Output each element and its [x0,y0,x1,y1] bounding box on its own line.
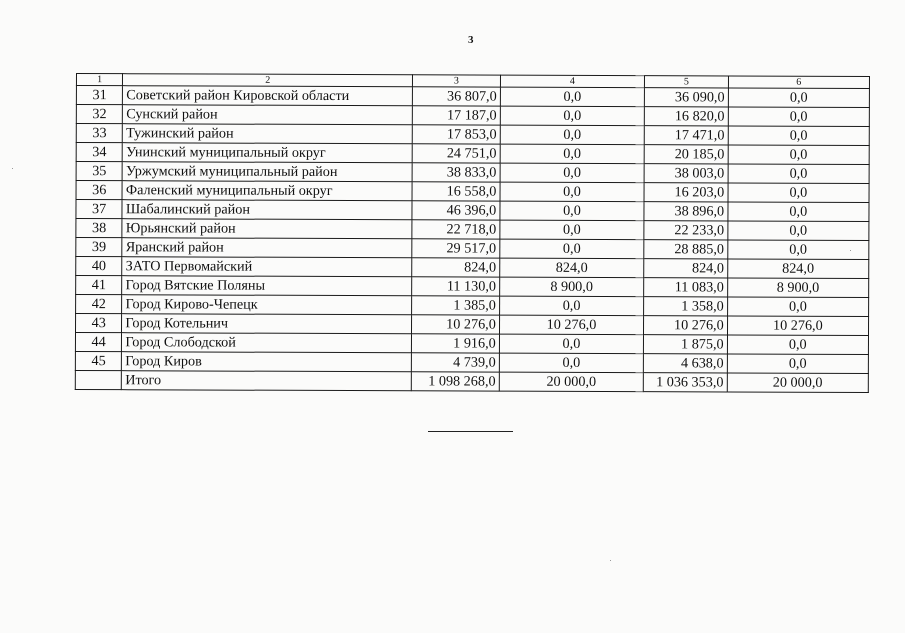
cell-c6: 824,0 [727,259,868,279]
cell-c3: 824,0 [412,258,500,277]
cell-num: 33 [76,124,122,143]
cell-c3: 16 558,0 [412,182,500,201]
cell-c4: 824,0 [500,258,644,278]
cell-c4: 20 000,0 [499,372,643,392]
table-row [76,219,869,241]
cell-name: Яранский район [122,238,412,258]
cell-name: Город Кирово-Чепецк [122,295,412,315]
cell-c4: 0,0 [499,353,643,373]
cell-name: Город Котельнич [122,314,412,334]
cell-c6: 0,0 [728,221,869,241]
cell-c5: 16 820,0 [644,107,728,126]
cell-c4: 0,0 [499,334,643,354]
cell-c6: 0,0 [728,88,869,108]
header-cell: 3 [413,75,501,87]
header-cell: 4 [500,75,644,88]
cell-c4: 0,0 [500,87,644,107]
scan-speck [850,250,851,251]
cell-num: 32 [76,105,122,124]
table-row [76,276,869,298]
cell-c3: 17 187,0 [412,106,500,125]
cell-c3: 4 739,0 [412,353,500,372]
table-row [76,162,869,184]
cell-c6: 0,0 [728,202,869,222]
cell-name: Юрьянский район [122,219,412,239]
cell-num: 34 [76,143,122,162]
cell-c4: 0,0 [500,163,644,183]
cell-num: 42 [76,295,122,314]
table-row [76,238,869,260]
cell-c3: 38 833,0 [412,163,500,182]
cell-name: Советский район Кировской области [123,86,413,106]
cell-num: 40 [76,257,122,276]
cell-name: Город Вятские Поляны [122,276,412,296]
cell-num: 45 [75,351,121,370]
table-row [76,200,869,222]
cell-c4: 0,0 [500,239,644,259]
cell-c3: 11 130,0 [412,277,500,296]
cell-num: 36 [76,181,122,200]
cell-num: 38 [76,219,122,238]
cell-c6: 0,0 [727,354,868,374]
cell-num: 31 [76,86,122,105]
cell-c4: 0,0 [500,182,644,202]
page-number: 3 [468,34,474,46]
cell-c6: 0,0 [727,297,868,317]
cell-c6: 8 900,0 [727,278,868,298]
cell-c4: 0,0 [500,201,644,221]
table-row [76,257,869,279]
table-row [76,143,869,165]
cell-c3: 29 517,0 [412,239,500,258]
table-row [76,181,869,203]
cell-c3: 1 098 268,0 [411,372,499,391]
cell-c3: 24 751,0 [412,144,500,163]
header-cell: 2 [123,74,413,87]
cell-c4: 0,0 [500,144,644,164]
end-rule [428,431,513,432]
cell-c6: 10 276,0 [727,316,868,336]
cell-c3: 46 396,0 [412,201,500,220]
cell-c6: 0,0 [728,126,869,146]
cell-c6: 0,0 [727,240,868,260]
table-row [75,351,868,373]
cell-c3: 1 385,0 [412,296,500,315]
cell-num: 44 [75,333,121,352]
cell-c3: 22 718,0 [412,220,500,239]
table-row [76,314,869,336]
cell-name: Город Слободской [122,333,412,353]
cell-c5: 28 885,0 [644,240,728,259]
cell-num: 37 [76,200,122,219]
cell-num [75,370,121,389]
cell-num: 35 [76,162,122,181]
cell-c5: 824,0 [644,259,728,278]
cell-name: Уржумский муниципальный район [122,162,412,182]
cell-c4: 10 276,0 [499,315,643,335]
cell-c5: 10 276,0 [644,316,728,335]
cell-name: Фаленский муниципальный округ [122,181,412,201]
cell-c5: 16 203,0 [644,183,728,202]
cell-c6: 0,0 [728,107,869,127]
cell-c5: 4 638,0 [644,354,728,373]
cell-c6: 0,0 [727,335,868,355]
cell-c3: 17 853,0 [412,125,500,144]
data-table [75,73,870,393]
cell-name: Город Киров [122,352,412,372]
scan-speck [12,168,13,169]
cell-c5: 1 036 353,0 [643,373,727,392]
header-cell: 6 [728,76,869,89]
cell-c5: 11 083,0 [644,278,728,297]
cell-c6: 20 000,0 [727,373,868,393]
cell-c5: 1 875,0 [644,335,728,354]
cell-num: 43 [76,314,122,333]
cell-c5: 38 003,0 [644,164,728,183]
cell-c4: 0,0 [500,106,644,126]
table-row [76,86,869,108]
cell-c5: 20 185,0 [644,145,728,164]
cell-name: ЗАТО Первомайский [122,257,412,277]
cell-num: 41 [76,276,122,295]
total-row [75,370,868,392]
header-cell: 5 [645,76,729,88]
table-row [75,333,868,355]
cell-c4: 0,0 [500,220,644,240]
cell-c3: 1 916,0 [412,334,500,353]
table-row [76,105,869,127]
header-cell: 1 [76,74,122,86]
cell-c6: 0,0 [728,164,869,184]
cell-name: Сунский район [123,105,413,125]
cell-c6: 0,0 [728,183,869,203]
cell-c4: 0,0 [500,125,644,145]
cell-name: Тужинский район [123,124,413,144]
cell-c5: 17 471,0 [644,126,728,145]
table-row [76,295,869,317]
cell-c5: 36 090,0 [645,88,729,107]
cell-c4: 8 900,0 [499,277,643,297]
cell-c3: 36 807,0 [413,87,501,106]
cell-c4: 0,0 [499,296,643,316]
cell-name: Итого [122,371,412,391]
cell-num: 39 [76,238,122,257]
cell-c5: 1 358,0 [644,297,728,316]
cell-c3: 10 276,0 [412,315,500,334]
cell-name: Шабалинский район [122,200,412,220]
cell-c5: 22 233,0 [644,221,728,240]
cell-c6: 0,0 [728,145,869,165]
cell-name: Унинский муниципальный округ [123,143,413,163]
table-row [76,124,869,146]
cell-c5: 38 896,0 [644,202,728,221]
scan-speck [610,560,611,561]
